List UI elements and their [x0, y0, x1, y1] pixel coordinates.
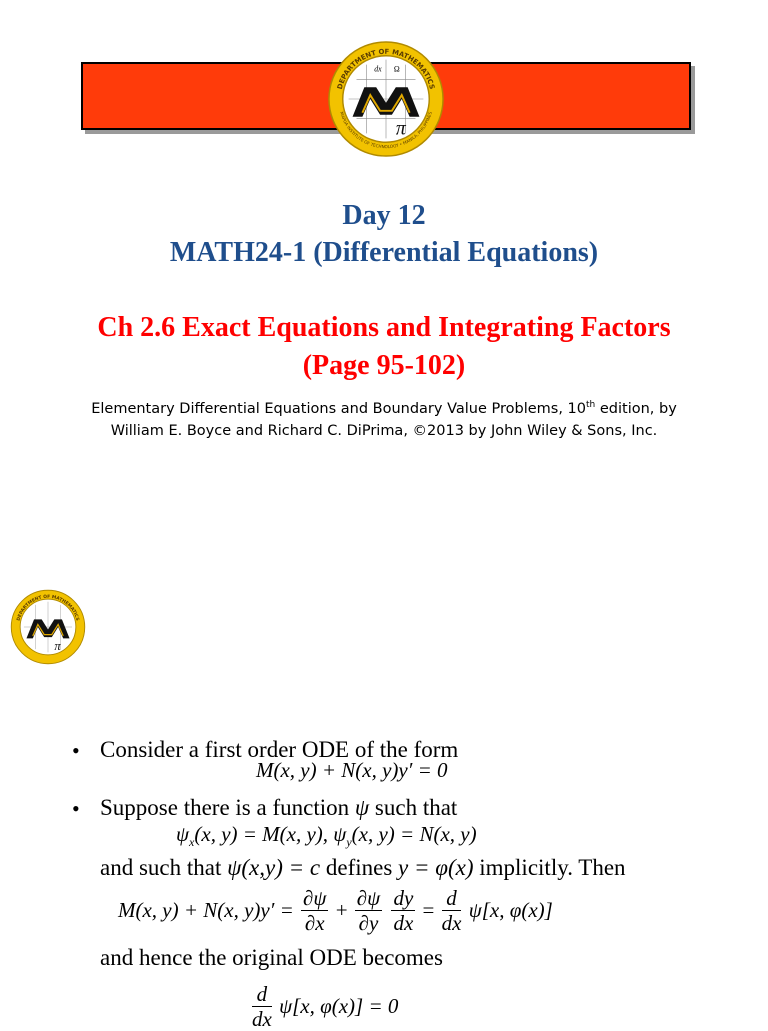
bullet-2-lead: Suppose there is a function — [100, 795, 350, 820]
equation-ode: M(x, y) + N(x, y)y′ = 0 — [256, 758, 448, 782]
hence-line: and hence the original ODE becomes — [100, 945, 443, 970]
line3-a: and such that — [100, 855, 228, 880]
svg-text:Ω: Ω — [393, 64, 400, 74]
eq3-f3-den: dx — [393, 911, 414, 935]
eq2-part-a: (x, y) = M(x, y), ψ — [194, 822, 347, 846]
line3-psi: ψ(x,y) = c — [227, 855, 321, 880]
fraction-d-dx — [442, 886, 462, 935]
implicit-definition-line — [100, 855, 626, 881]
equation-chain-rule — [118, 886, 553, 935]
reference-text-b: edition, by — [595, 400, 677, 417]
pi-symbol: π — [395, 117, 406, 140]
eq4-rhs: ψ[x, φ(x)] = 0 — [279, 994, 399, 1018]
svg-text:DEPARTMENT OF MATHEMATICS: DEPARTMENT OF MATHEMATICS — [335, 47, 437, 91]
eq3-rhs: ψ[x, φ(x)] — [468, 898, 553, 922]
reference-text-a: Elementary Differential Equations and Boundary Value Problems, 10 — [91, 400, 587, 417]
bullet-marker: • — [72, 738, 80, 763]
eq3-f2-den: ∂y — [358, 911, 379, 935]
line3-c: implicitly. Then — [473, 855, 626, 880]
eq2-part-b: (x, y) = N(x, y) — [351, 822, 477, 846]
eq4-den: dx — [252, 1007, 272, 1031]
fraction-dpsi-dy — [355, 886, 382, 935]
eq2-psi: ψ — [176, 822, 190, 846]
eq3-plus: + — [335, 898, 348, 922]
eq3-lhs: M(x, y) + N(x, y)y′ = — [118, 898, 294, 922]
eq3-equals: = — [422, 898, 435, 922]
line3-y: y = φ(x) — [398, 855, 474, 880]
eq3-f1-num: ∂ψ — [303, 886, 327, 910]
line3-b: defines — [320, 855, 399, 880]
eq3-f4-den: dx — [441, 911, 462, 935]
eq3-f4-num: d — [442, 886, 462, 911]
equation-psi-partials — [176, 822, 477, 850]
eq2-sub-x: x — [189, 835, 195, 850]
textbook-reference — [40, 394, 728, 442]
eq4-num: d — [252, 982, 272, 1007]
svg-text:dx: dx — [374, 64, 382, 74]
eq3-f2-num: ∂ψ — [356, 886, 381, 910]
svg-text:DEPARTMENT OF MATHEMATICS: DEPARTMENT OF MATHEMATICS — [16, 594, 80, 622]
psi-symbol: ψ — [354, 795, 370, 820]
eq2-sub-y: y — [346, 835, 352, 850]
reference-sup: th — [586, 400, 596, 410]
svg-text:MAPUA INSTITUTE OF TECHNOLOGY: MAPUA INSTITUTE OF TECHNOLOGY • MANILA, PHILIPPINES — [339, 111, 433, 150]
bullet-2-end: such that — [369, 795, 458, 820]
eq3-f1-den: ∂x — [304, 911, 325, 935]
day-title: Day 12 — [342, 200, 426, 231]
svg-text:π: π — [54, 638, 61, 653]
bullet-1-text: Consider a first order ODE of the form — [100, 737, 459, 762]
eq3-f3-num: dy — [393, 886, 414, 910]
chapter-pages: (Page 95-102) — [302, 350, 466, 381]
reference-text-line2: William E. Boyce and Richard C. DiPrima, ©2013 by John Wiley & Sons, Inc. — [110, 422, 658, 439]
fraction-dpsi-dx — [301, 886, 328, 935]
chapter-title: Ch 2.6 Exact Equations and Integrating Factors — [97, 312, 671, 343]
bullet-marker: • — [72, 796, 80, 821]
course-title: MATH24-1 (Differential Equations) — [169, 237, 599, 268]
department-seal-logo — [327, 40, 445, 158]
fraction-dy-dx — [391, 886, 415, 935]
bullet-2-text — [100, 795, 457, 821]
department-seal-logo-small — [10, 589, 86, 665]
